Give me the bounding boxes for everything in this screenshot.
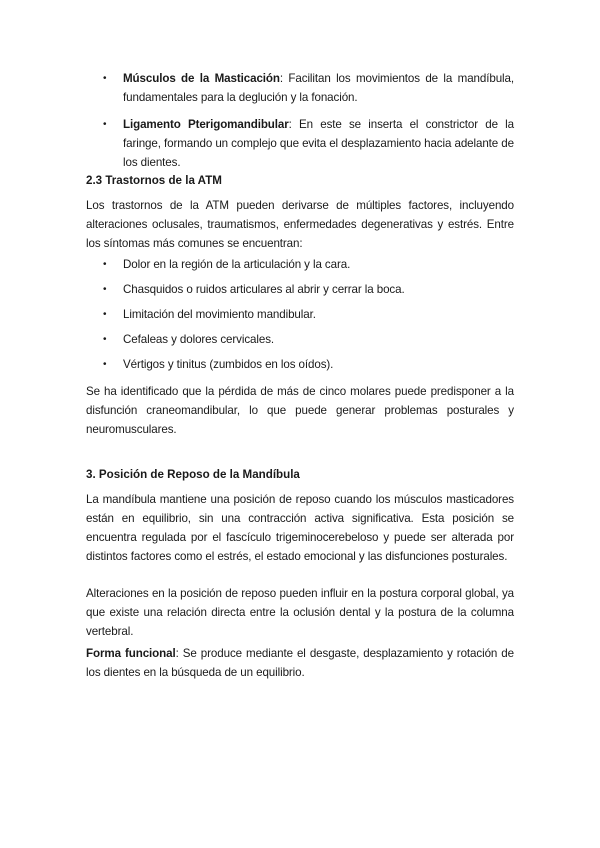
bullet-icon: • xyxy=(103,119,107,130)
bullet-icon: • xyxy=(103,359,107,370)
section-2-3-closing: Se ha identificado que la pérdida de más de cinco molares puede predisponer a la disfunción craneomandibular, lo que puede generar problemas posturales y neuromusculares. xyxy=(86,385,514,436)
list-item xyxy=(86,305,514,324)
forma-funcional-text: : Se produce mediante el desgaste, desplazamiento y rotación de los dientes en la búsqueda de un equilibrio. xyxy=(86,647,514,679)
section-2-3-intro: Los trastornos de la ATM pueden derivarse de múltiples factores, incluyendo alteraciones oclusales, traumatismos, enfermedades degenerativas y estrés. Entre los síntomas más comunes se encuentran: xyxy=(86,199,514,250)
list-item-text: Chasquidos o ruidos articulares al abrir y cerrar la boca. xyxy=(123,283,405,296)
list-item-text: Limitación del movimiento mandibular. xyxy=(123,308,316,321)
bullet-icon: • xyxy=(103,284,107,295)
list-item-text: Vértigos y tinitus (zumbidos en los oídos). xyxy=(123,358,334,371)
section-3-paragraph-1: La mandíbula mantiene una posición de reposo cuando los músculos masticadores están en equilibrio, sin una contracción activa significativa. Esta posición se encuentra regulada por el fascículo trigeminocerebeloso y puede ser alterada por distintos factores como el estrés, el estado emocional y las disfunciones posturales. xyxy=(86,493,514,563)
list-item-text: : Facilitan los movimientos de la mandíbula, fundamentales para la deglución y la fonación. xyxy=(123,72,514,104)
list-item-text: Dolor en la región de la articulación y la cara. xyxy=(123,258,351,271)
section-3-paragraph-3 xyxy=(86,644,514,682)
list-item-text: : En este se inserta el constrictor de la faringe, formando un complejo que evita el desplazamiento hacia adelante de los dientes. xyxy=(123,118,514,169)
bullet-icon: • xyxy=(103,259,107,270)
section-heading-2-3: 2.3 Trastornos de la ATM xyxy=(86,174,222,187)
list-item-bold: Ligamento Pterigomandibular xyxy=(123,118,289,131)
symptoms-list xyxy=(86,255,514,374)
section-heading-3: 3. Posición de Reposo de la Mandíbula xyxy=(86,468,300,481)
bullet-icon: • xyxy=(103,309,107,320)
bullet-icon: • xyxy=(103,334,107,345)
bullet-icon: • xyxy=(103,73,107,84)
list-item xyxy=(86,330,514,349)
section-3-paragraph-2: Alteraciones en la posición de reposo pueden influir en la postura corporal global, ya que existe una relación directa entre la oclusión dental y la postura de la columna vertebral. xyxy=(86,587,514,638)
list-item xyxy=(86,280,514,299)
list-item xyxy=(86,355,514,374)
list-item xyxy=(86,255,514,274)
list-item xyxy=(86,115,514,172)
list-item-bold: Músculos de la Masticación xyxy=(123,72,280,85)
list-item-text: Cefaleas y dolores cervicales. xyxy=(123,333,275,346)
forma-funcional-label: Forma funcional xyxy=(86,647,176,660)
list-item xyxy=(86,69,514,107)
anatomy-bullet-list xyxy=(86,69,514,172)
